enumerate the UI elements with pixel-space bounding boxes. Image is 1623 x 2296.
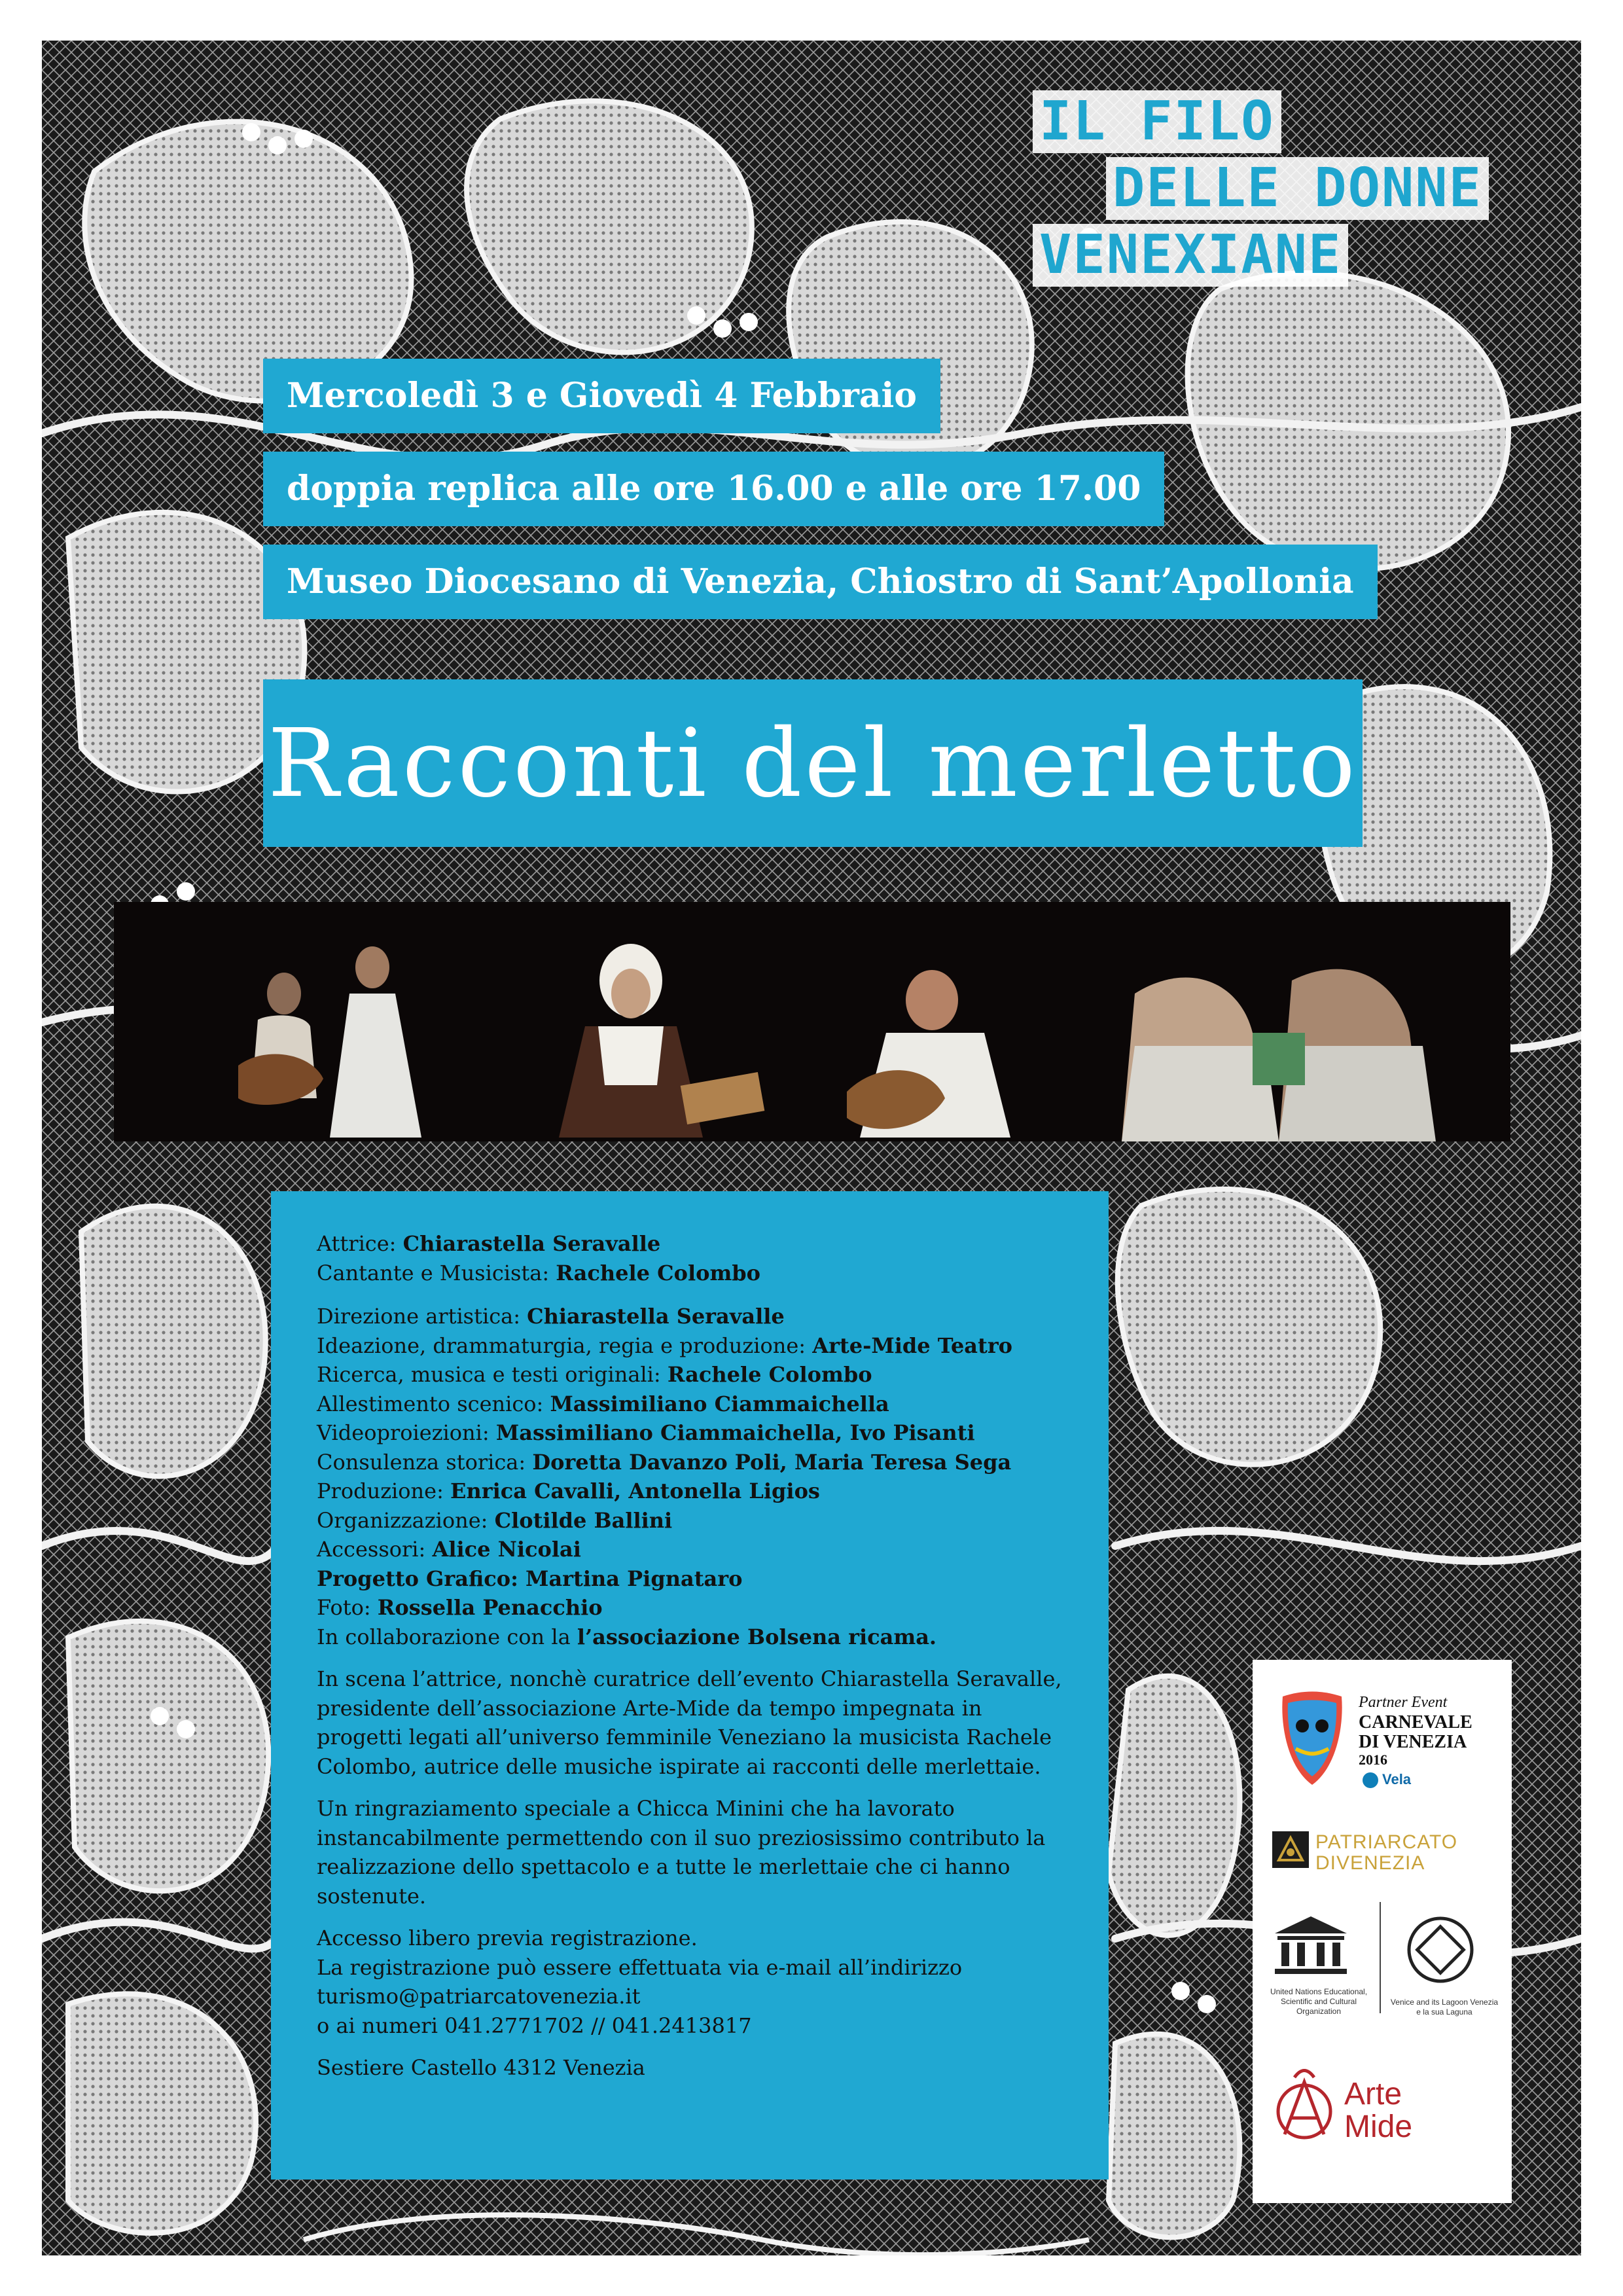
credit-row: Videoproiezioni: Massimiliano Ciammaichella, Ivo Pisanti [317,1420,975,1445]
unesco-org: United Nations Educational, Scientific and Cultural Organization [1270,1987,1368,2016]
carnevale-line-2: DI VENEZIA [1359,1732,1467,1752]
patriarcato-emblem-icon [1272,1831,1309,1868]
access-phones: o ai numeri 041.2771702 // 041.2413817 [317,2013,752,2038]
credit-row: Attrice: Chiarastella Seravalle [317,1231,661,1256]
artemide-line-2: Mide [1344,2109,1413,2144]
carnevale-tag: Partner Event [1359,1694,1448,1711]
event-title: Racconti del merletto [263,679,1363,847]
credit-row: Foto: Rossella Penacchio [317,1595,603,1620]
credit-row: Consulenza storica: Doretta Davanzo Poli, Maria Teresa Sega [317,1449,1012,1475]
brand-line-3: VENEXIANE [1033,224,1348,287]
intro-paragraph: In scena l’attrice, nonchè curatrice dell’evento Chiarastella Seravalle, presidente dell’associazione Arte-Mide da tempo impegnata in progetti legati all’universo femminile Veneziano la musicista Rachele Colombo, autrice delle musiche ispirate ai racconti delle merlettaie. [317,1666,1062,1779]
access-line-1: Accesso libero previa registrazione. [317,1926,698,1950]
performance-photos [114,902,1510,1141]
credit-row: Accessori: Alice Nicolai [317,1537,581,1562]
photo-strip [114,902,1510,1141]
info-panel [271,1191,1109,2179]
event-date: Mercoledì 3 e Giovedì 4 Febbraio [263,359,940,433]
world-heritage-icon [1404,1914,1476,1986]
unesco-divider [1380,1902,1381,2013]
patriarcato-line-2: DIVENEZIA [1315,1852,1425,1874]
credit-row: Direzione artistica: Chiarastella Seravalle [317,1304,785,1329]
event-times: doppia replica alle ore 16.00 e alle ore 17.00 [263,452,1164,526]
vela-icon [1363,1772,1378,1788]
patriarcato-line-1: PATRIARCATO [1315,1831,1458,1853]
brand-line-2: DELLE DONNE [1106,157,1489,220]
credit-row: Organizzazione: Clotilde Ballini [317,1507,673,1533]
carnevale-line-1: CARNEVALE [1359,1712,1472,1732]
credit-row: Allestimento scenico: Massimiliano Ciammaichella [317,1391,889,1416]
sponsor-logos [1253,1660,1512,2203]
artemide-emblem-icon [1268,2066,1340,2144]
brand-line-1: IL FILO [1033,90,1281,153]
credit-row: Progetto Grafico: Martina Pignataro [317,1566,743,1591]
credit-row: Cantante e Musicista: Rachele Colombo [317,1260,761,1285]
vela-logo: Vela [1363,1771,1411,1788]
access-email[interactable]: turismo@patriarcatovenezia.it [317,1984,641,2009]
credit-row: Ideazione, drammaturgia, regia e produzione: Arte-Mide Teatro [317,1333,1013,1358]
brand-title [1033,90,1489,291]
access-block [317,1924,1063,2040]
artemide-line-1: Arte [1344,2077,1402,2111]
access-line-2: La registrazione può essere effettuata via e-mail all’indirizzo [317,1954,963,1980]
credit-row: In collaborazione con la l’associazione Bolsena ricama. [317,1624,937,1649]
carnevale-year: 2016 [1359,1751,1387,1768]
credit-row: Produzione: Enrica Cavalli, Antonella Ligios [317,1479,820,1503]
unesco-temple-icon [1268,1914,1353,1979]
mask-icon [1276,1690,1348,1788]
unesco-site: Venice and its Lagoon Venezia e la sua Laguna [1390,1998,1499,2017]
credit-row: Ricerca, musica e testi originali: Rachele Colombo [317,1362,872,1387]
event-venue: Museo Diocesano di Venezia, Chiostro di Sant’Apollonia [263,545,1378,619]
thanks-paragraph: Un ringraziamento speciale a Chicca Minini che ha lavorato instancabilmente permettendo con il suo preziosissimo contributo la realizzazione dello spettacolo e a tutte le merlettaie che ci hanno sostenute. [317,1796,1046,1909]
address: Sestiere Castello 4312 Venezia [317,2055,645,2080]
